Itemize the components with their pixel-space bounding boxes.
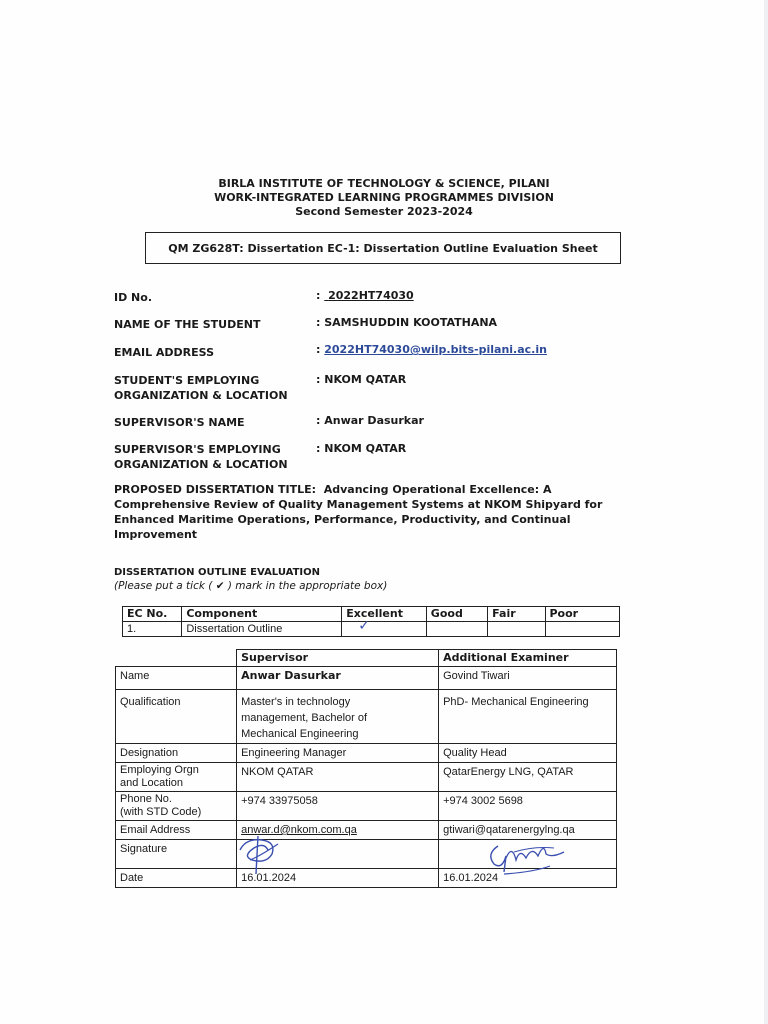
supervisor-phone: +974 33975058 (237, 792, 439, 821)
row-label-date: Date (116, 869, 237, 888)
supervisor-org-label: SUPERVISOR'S EMPLOYING ORGANIZATION & LOCATION (114, 443, 288, 471)
good-cell[interactable] (426, 622, 487, 637)
email-label: EMAIL ADDRESS (114, 346, 215, 359)
table-row (116, 869, 617, 888)
additional-email[interactable]: gtiwari@qatarenergylng.qa (439, 821, 617, 840)
student-org-value: : NKOM QATAR (316, 373, 407, 386)
table-row (116, 667, 617, 690)
header-component: Component (182, 607, 342, 622)
additional-designation: Quality Head (439, 744, 617, 763)
row-label-phone: Phone No. (with STD Code) (116, 792, 237, 821)
table-row (116, 763, 617, 792)
additional-org: QatarEnergy LNG, QATAR (439, 763, 617, 792)
additional-signature-cell (439, 840, 617, 869)
email-link[interactable]: 2022HT74030@wilp.bits-pilani.ac.in (324, 343, 547, 356)
row-label-designation: Designation (116, 744, 237, 763)
supervisor-org: NKOM QATAR (237, 763, 439, 792)
student-org-label: STUDENT'S EMPLOYING ORGANIZATION & LOCATION (114, 374, 288, 402)
id-label: ID No. (114, 291, 152, 304)
supervisor-org-value: : NKOM QATAR (316, 442, 407, 455)
header-supervisor: Supervisor (237, 650, 439, 667)
additional-name: Govind Tiwari (439, 667, 617, 690)
division-name: WORK-INTEGRATED LEARNING PROGRAMMES DIVISION (214, 191, 554, 204)
email-value: : 2022HT74030@wilp.bits-pilani.ac.in (316, 343, 547, 356)
table-row (116, 821, 617, 840)
student-label: NAME OF THE STUDENT (114, 318, 261, 331)
evaluation-heading: DISSERTATION OUTLINE EVALUATION (114, 567, 321, 578)
institute-name: BIRLA INSTITUTE OF TECHNOLOGY & SCIENCE, PILANI (218, 177, 550, 190)
header-fair: Fair (488, 607, 545, 622)
table-row (116, 792, 617, 821)
header-good: Good (426, 607, 487, 622)
proposed-title: PROPOSED DISSERTATION TITLE: Advancing Operational Excellence: A Comprehensive Review of Quality Management Systems at NKOM Shipyard for Enhanced Maritime Operations, Performance, Productivity, and Continual Improvement (114, 483, 603, 541)
row-label-org: Employing Orgn and Location (116, 763, 237, 792)
supervisor-email[interactable]: anwar.d@nkom.com.qa (237, 821, 439, 840)
additional-phone: +974 3002 5698 (439, 792, 617, 821)
id-value: : 2022HT74030 (316, 289, 414, 302)
row-label-email: Email Address (116, 821, 237, 840)
header-excellent: Excellent (342, 607, 427, 622)
additional-qualification: PhD- Mechanical Engineering (439, 690, 617, 744)
additional-date: 16.01.2024 (439, 869, 617, 888)
supervisor-value: : Anwar Dasurkar (316, 414, 424, 427)
fair-cell[interactable] (488, 622, 545, 637)
examiner-table (115, 649, 617, 888)
evaluation-note: (Please put a tick ( ✔ ) mark in the appropriate box) (114, 580, 388, 592)
ec-no-cell: 1. (123, 622, 182, 637)
semester: Second Semester 2023-2024 (295, 205, 473, 218)
supervisor-label: SUPERVISOR'S NAME (114, 416, 245, 429)
student-value: : SAMSHUDDIN KOOTATHANA (316, 316, 498, 329)
table-row (123, 622, 620, 637)
excellent-cell[interactable] (342, 618, 427, 637)
row-label-signature: Signature (116, 840, 237, 869)
table-row (116, 690, 617, 744)
evaluation-table (122, 606, 620, 637)
table-row (116, 840, 617, 869)
examiner-header-row (116, 650, 617, 667)
sheet-title: QM ZG628T: Dissertation EC-1: Dissertation Outline Evaluation Sheet (145, 232, 621, 264)
row-label-qualification: Qualification (116, 690, 237, 744)
row-label-name: Name (116, 667, 237, 690)
supervisor-qualification: Master's in technology management, Bachelor of Mechanical Engineering (237, 690, 439, 744)
tick-icon: ✓ (358, 618, 371, 634)
table-header-row (123, 607, 620, 622)
supervisor-designation: Engineering Manager (237, 744, 439, 763)
component-cell: Dissertation Outline (182, 622, 342, 637)
supervisor-name: Anwar Dasurkar (237, 667, 439, 690)
header-additional-examiner: Additional Examiner (439, 650, 617, 667)
header-poor: Poor (545, 607, 620, 622)
header-ec-no: EC No. (123, 607, 182, 622)
scan-edge (764, 0, 768, 1024)
poor-cell[interactable] (545, 622, 620, 637)
table-row (116, 744, 617, 763)
supervisor-date: 16.01.2024 (237, 869, 439, 888)
supervisor-signature-cell (237, 840, 439, 869)
